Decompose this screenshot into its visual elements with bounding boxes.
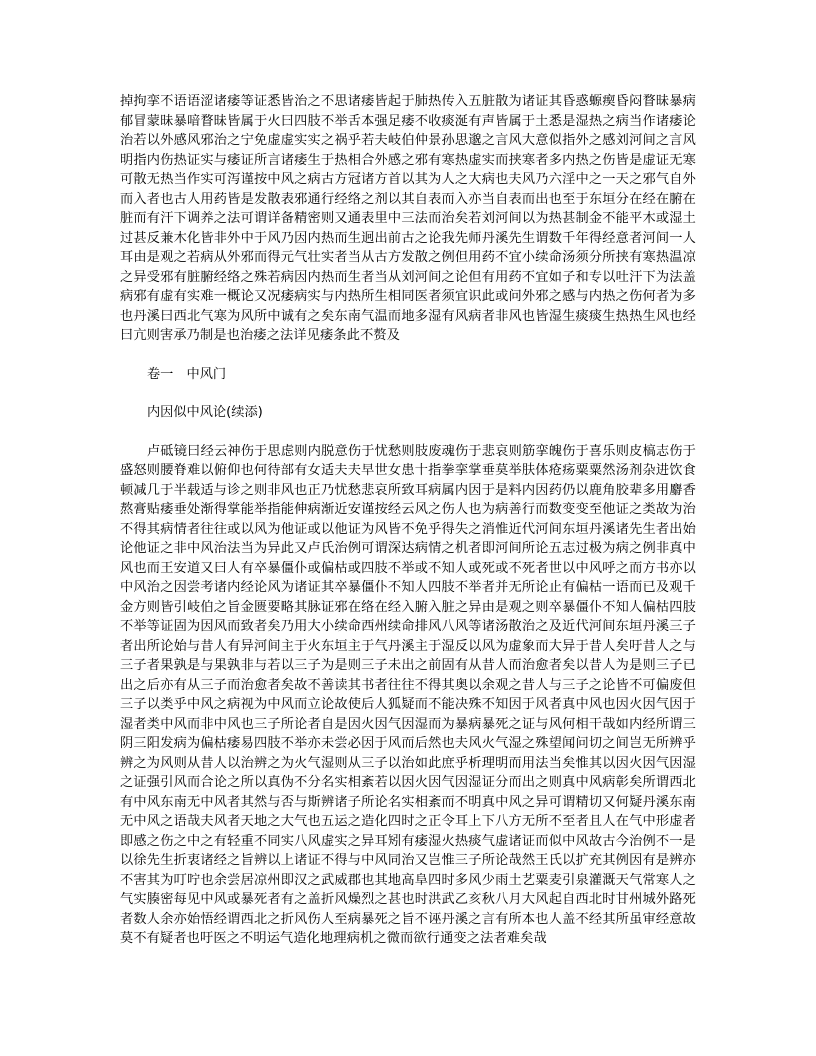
document-page [120,92,696,949]
section-heading: 内因似中风论(续添) [147,405,263,420]
chapter-heading: 卷一 中风门 [147,366,227,382]
body-paragraph: 卢砥镜曰经云神伤于思虑则内脱意伤于忧愁则肢废魂伤于悲哀则筋挛魄伤于喜乐则皮槁志伤于盛怒则腰脊难以俯仰也何待部有女适夫夫早世女患十指拳挛掌垂莫举肤体疮疡粟粟然汤剂杂进饮食顿减几于半载适与诊之则非风也正乃忧愁悲哀所致耳病属内因于是料内因药仍以鹿角胶辈多用麝香熬膏贴痿垂处渐得掌能举指能伸病渐近安谨按经云风之伤人也为病善行而数变变至他证之类故为治不得其病情者往往或以风为他证或以他证为风皆不免乎得失之消惟近代河间东垣丹溪诸先生者出始论他证之非中风治法当为异此又卢氏治例可谓深达病情之机者即河间所论五志过极为病之例非真中风也而王安道又曰人有卒暴僵仆或偏枯或四肢不举或不知人或死或不死者世以中风呼之而方书亦以中风治之因尝考诸内经论风为诸证其卒暴僵仆不知人四肢不举者并无所论止有偏枯一语而已及观千金方则皆引岐伯之旨金匮要略其脉证邪在络在经入腑入脏之异由是观之则卒暴僵仆不知人偏枯四肢不举等证固为因风而致者矣乃用大小续命西州续命排风八风等诸汤散治之及近代河间东垣丹溪三子者出所论始与昔人有异河间主于火东垣主于气丹溪主于湿反以风为虚象而大异于昔人矣吁昔人之与三子者果孰是与果孰非与若以三子为是则三子未出之前固有从昔人而治愈者矣以昔人为是则三子已出之后亦有从三子而治愈者矣故不善读其书者往往不得其奥以余观之昔人与三子之论皆不可偏废但三子以类乎中风之病视为中风而立论故使后人狐疑而不能决殊不知因于风者真中风也因火因气因于湿者类中风而非中风也三子所论者自是因火因气因湿而为暴病暴死之证与风何相干哉如内经所谓三阴三阳发病为偏枯痿易四肢不举亦未尝必因于风而后然也夫风火气湿之殊望闻问切之间岂无所辨乎辨之为风则从昔人以治辨之为火气湿则从三子以治如此庶乎析理明而用法当矣惟其以因火因气因湿之证强引风而合论之所以真伪不分名实相紊若以因火因气因湿证分而出之则真中风病彰矣所谓西北有中风东南无中风者其然与否与斯辨诸子所论名实相紊而不明真中风之异可谓精切又何疑丹溪东南无中风之语哉夫风者天地之大气也五运之造化四时之正令耳上下八方无所不至者且人在气中形虚者即感之伤之中之有轻重不同实八风虚实之异耳矧有痿湿火热痰气虚诸证而似中风故古今治例不一是以徐先生折衷诸经之旨辨以上诸证不得与中风同治又岂惟三子所论哉然王氏以扩充其例因有是辨亦不害其为叮咛也余尝居凉州即汉之武威郡也其地高阜四时多风少雨土艺粟麦引泉灌溉天气常寒人之气实腠密每见中风或暴死者有之盖折风燥烈之甚也时洪武乙亥秋八月大风起自西北时甘州城外路死者数人余亦始悟经谓西北之折风伤人至病暴死之旨不诬丹溪之言有所本也人盖不经其所虽审经意故莫不有疑者也吁医之不明运气造化地理病机之微而欲行通变之法者难矣哉 [120,443,696,946]
intro-paragraph: 掉拘挛不语语涩诸痿等证悉皆治之不思诸痿皆起于肺热传入五脏散为诸证其昏惑螈瘈昏闷瞀昧暴病郁冒蒙昧暴喑瞀昧皆属于火曰四肢不举舌本强足痿不收痰涎有声皆属于土悉是湿热之病当作诸痿论治若以外感风邪治之宁免虚虚实实之祸乎若夫岐伯仲景孙思邈之言风大意似指外之感刘河间之言风明指内伤热证实与痿证所言诸痿生于热相合外感之邪有寒热虚实而挟寒者多内热之伤皆是虚证无寒可散无热当作实可泻谨按中风之病古方冠诸方首以其为人之大病也夫风乃六淫中之一天之邪气自外而入者也古人用药皆是发散表邪通行经络之剂以其自表而入亦当自表而出也至于东垣分在经在腑在脏而有汗下调养之法可谓详备精密则又通表里中三法而治矣若刘河间以为热甚制金不能平木或湿土过甚反兼木化皆非外中于风乃因内热而生迥出前古之论我先师丹溪先生谓数千年得经意者河间一人耳由是观之若病从外邪而得元气壮实者当从古方发散之例但用药不宜小续命汤须分所挟有寒热温凉之异受邪有脏腑经络之殊若病因内热而生者当从刘河间之论但有用药不宜如子和专以吐汗下为法盖病邪有虚有实难一概论又况痿病实与内热所生相同医者须宜识此或问外邪之感与内热之伤何者为多也丹溪曰西北气寒为风所中诚有之矣东南气温而地多湿有风病者非风也皆湿生痰痰生热热生风也经曰亢则害承乃制是也治痿之法详见痿条此不赘及 [120,94,696,343]
